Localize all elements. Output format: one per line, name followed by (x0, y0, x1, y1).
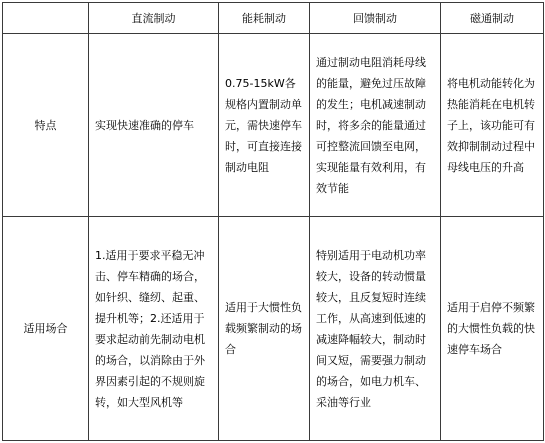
header-row (3, 3, 544, 34)
cell-features-dc: 实现快速准确的停车 (89, 34, 219, 217)
header-regenerative-braking: 回馈制动 (310, 3, 441, 34)
cell-applications-flux: 适用于启停不频繁的大惯性负载的快速停车场合 (441, 217, 544, 441)
header-dc-braking: 直流制动 (89, 3, 219, 34)
cell-applications-dc: 1.适用于要求平稳无冲击、停车精确的场合，如针织、缝纫、起重、提升机等；2.还适用于要求起动前先制动电机的场合，以消除由于外界因素引起的不规则旋转，如大型风机等 (89, 217, 219, 441)
cell-applications-regenerative: 特别适用于电动机功率较大，设备的转动惯量较大，且反复短时连续工作，从高速到低速的减速降幅较大，制动时间又短，需要强力制动的场合，如电力机车、采油等行业 (310, 217, 441, 441)
braking-comparison-table (2, 2, 544, 441)
table-row-features (3, 34, 544, 217)
table-row-applications (3, 217, 544, 441)
cell-features-dynamic: 0.75-15kW各规格内置制动单元，需快速停车时，可直接连接制动电阻 (219, 34, 310, 217)
row-label-features: 特点 (3, 34, 89, 217)
header-corner (3, 3, 89, 34)
header-flux-braking: 磁通制动 (441, 3, 544, 34)
header-dynamic-braking: 能耗制动 (219, 3, 310, 34)
cell-applications-dynamic: 适用于大惯性负载频繁制动的场合 (219, 217, 310, 441)
cell-features-regenerative: 通过制动电阻消耗母线的能量，避免过压故障的发生；电机减速制动时，将多余的能量通过可控整流回馈至电网，实现能量有效利用，有效节能 (310, 34, 441, 217)
row-label-applications: 适用场合 (3, 217, 89, 441)
comparison-table-container (2, 2, 543, 441)
cell-features-flux: 将电机动能转化为热能消耗在电机转子上，该功能可有效抑制制动过程中母线电压的升高 (441, 34, 544, 217)
